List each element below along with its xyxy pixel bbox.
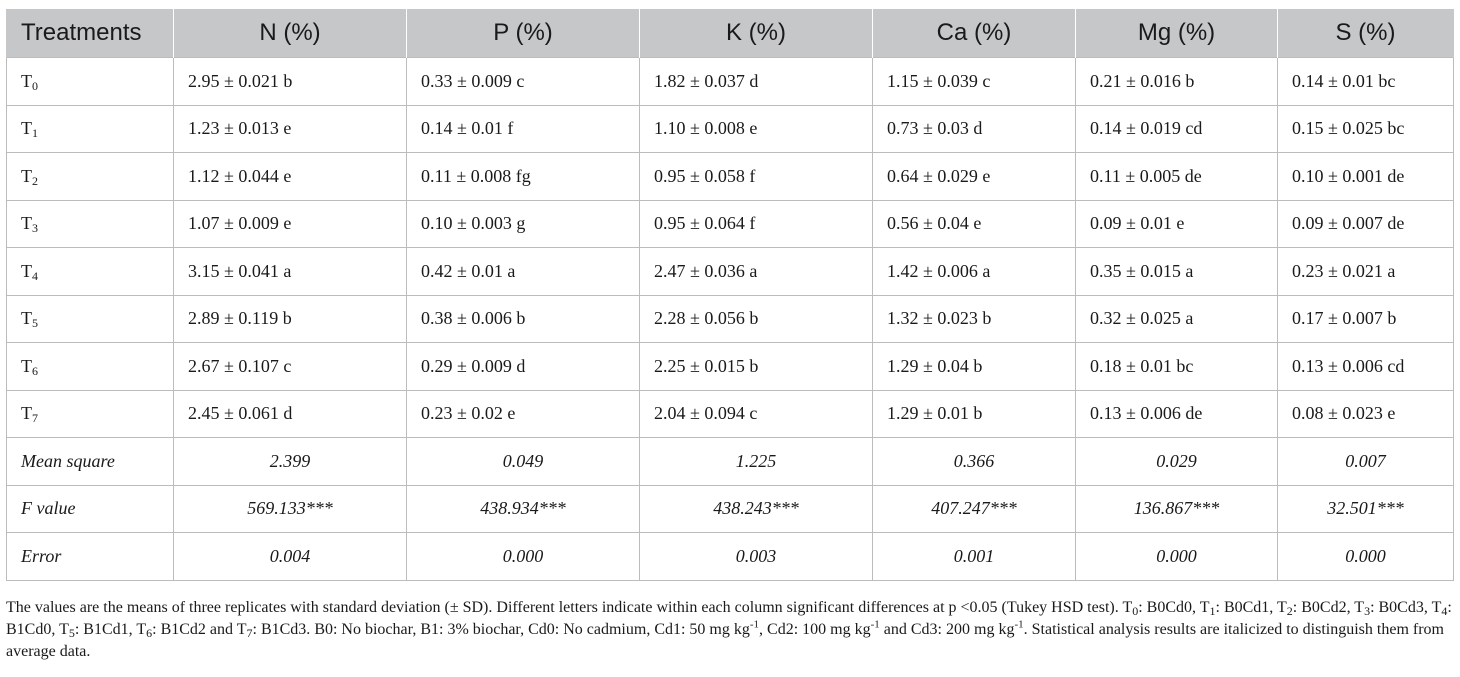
table-row	[7, 295, 1454, 343]
value-cell: 1.23 ± 0.013 e	[174, 105, 407, 153]
treatment-subscript: 0	[32, 78, 38, 93]
stat-value-cell: 2.399	[174, 438, 407, 486]
stat-value-cell: 0.049	[407, 438, 640, 486]
value-cell: 1.32 ± 0.023 b	[873, 295, 1076, 343]
value-cell: 0.95 ± 0.058 f	[640, 153, 873, 201]
value-cell: 1.12 ± 0.044 e	[174, 153, 407, 201]
nutrient-table	[6, 9, 1454, 581]
treatment-label: T	[21, 213, 32, 234]
stat-value-cell: 0.001	[873, 533, 1076, 581]
value-cell: 1.42 ± 0.006 a	[873, 248, 1076, 296]
value-cell: 0.09 ± 0.01 e	[1076, 200, 1278, 248]
treatment-cell	[7, 105, 174, 153]
stat-value-cell: 438.934***	[407, 485, 640, 533]
column-header-n: N (%)	[174, 9, 407, 58]
stat-value-cell: 0.366	[873, 438, 1076, 486]
footnote-text: : B0Cd2,	[1292, 599, 1355, 616]
treatment-label: T	[21, 70, 32, 91]
value-cell: 0.13 ± 0.006 de	[1076, 390, 1278, 438]
treatment-subscript: 3	[32, 221, 38, 236]
value-cell: 0.11 ± 0.008 fg	[407, 153, 640, 201]
footnote-superscript: -1	[749, 618, 760, 631]
stat-label: Mean square	[7, 438, 174, 486]
value-cell: 0.09 ± 0.007 de	[1278, 200, 1454, 248]
value-cell: 3.15 ± 0.041 a	[174, 248, 407, 296]
value-cell: 2.89 ± 0.119 b	[174, 295, 407, 343]
value-cell: 2.28 ± 0.056 b	[640, 295, 873, 343]
value-cell: 0.33 ± 0.009 c	[407, 58, 640, 106]
footnote-treatment: T	[236, 621, 247, 638]
footnote-text: : B1Cd2 and	[152, 621, 237, 638]
footnote-superscript: -1	[870, 618, 880, 631]
value-cell: 2.25 ± 0.015 b	[640, 343, 873, 391]
treatment-label: T	[21, 403, 32, 424]
value-cell: 2.04 ± 0.094 c	[640, 390, 873, 438]
value-cell: 2.67 ± 0.107 c	[174, 343, 407, 391]
treatment-subscript: 7	[32, 411, 38, 426]
stat-value-cell: 569.133***	[174, 485, 407, 533]
footnote-subscript: 2	[1286, 604, 1293, 618]
value-cell: 0.18 ± 0.01 bc	[1076, 343, 1278, 391]
value-cell: 2.95 ± 0.021 b	[174, 58, 407, 106]
stat-value-cell: 0.000	[407, 533, 640, 581]
footnote-text: . Statistical analysis results are italicized to distinguish them from average data.	[6, 621, 1444, 660]
value-cell: 0.11 ± 0.005 de	[1076, 153, 1278, 201]
footnote-text: The values are the means of three replicates with standard deviation (± SD). Different letters indicate within each column significant differences at p <0.05 (Tukey HSD test).	[6, 599, 1123, 616]
footnote-treatment: T	[1122, 599, 1133, 616]
value-cell: 1.07 ± 0.009 e	[174, 200, 407, 248]
stat-value-cell: 0.003	[640, 533, 873, 581]
data-table-container	[6, 9, 1453, 581]
footnote-subscript: 0	[1132, 604, 1139, 618]
footnote-treatment: T	[1199, 599, 1210, 616]
footnote-text: : B0Cd1,	[1215, 599, 1277, 616]
table-row	[7, 153, 1454, 201]
value-cell: 2.45 ± 0.061 d	[174, 390, 407, 438]
value-cell: 0.35 ± 0.015 a	[1076, 248, 1278, 296]
footnote-subscript: 3	[1364, 604, 1371, 618]
footnote-subscript: 6	[146, 626, 153, 640]
column-header-treatments: Treatments	[7, 9, 174, 58]
value-cell: 0.08 ± 0.023 e	[1278, 390, 1454, 438]
value-cell: 1.82 ± 0.037 d	[640, 58, 873, 106]
treatment-cell	[7, 295, 174, 343]
footnote-text: : B1Cd3.	[252, 621, 315, 638]
value-cell: 0.23 ± 0.02 e	[407, 390, 640, 438]
footnote-superscript: -1	[1014, 618, 1024, 631]
value-cell: 1.29 ± 0.04 b	[873, 343, 1076, 391]
treatment-label: T	[21, 118, 32, 139]
treatment-cell	[7, 248, 174, 296]
treatment-cell	[7, 153, 174, 201]
footnote-treatment: T	[1431, 599, 1442, 616]
treatment-subscript: 2	[32, 173, 38, 188]
treatment-cell	[7, 343, 174, 391]
value-cell: 0.21 ± 0.016 b	[1076, 58, 1278, 106]
stat-row	[7, 438, 1454, 486]
stat-value-cell: 32.501***	[1278, 485, 1454, 533]
value-cell: 0.10 ± 0.003 g	[407, 200, 640, 248]
value-cell: 1.10 ± 0.008 e	[640, 105, 873, 153]
value-cell: 1.29 ± 0.01 b	[873, 390, 1076, 438]
column-header-k: K (%)	[640, 9, 873, 58]
footnote-text: : B0Cd0,	[1138, 599, 1200, 616]
stat-value-cell: 438.243***	[640, 485, 873, 533]
treatment-label: T	[21, 260, 32, 281]
footnote-treatment: T	[1354, 599, 1365, 616]
treatment-subscript: 1	[32, 126, 38, 141]
stat-value-cell: 407.247***	[873, 485, 1076, 533]
value-cell: 0.64 ± 0.029 e	[873, 153, 1076, 201]
value-cell: 0.14 ± 0.019 cd	[1076, 105, 1278, 153]
value-cell: 0.42 ± 0.01 a	[407, 248, 640, 296]
stat-row	[7, 533, 1454, 581]
footnote-text: B0: No biochar, B1: 3% biochar, Cd0: No cadmium, Cd1: 50 mg kg	[314, 621, 750, 638]
treatment-cell	[7, 390, 174, 438]
treatment-label: T	[21, 165, 32, 186]
footnote-text: and Cd3: 200 mg kg	[879, 621, 1015, 638]
footnote-text: , Cd2: 100 mg kg	[759, 621, 871, 638]
value-cell: 0.15 ± 0.025 bc	[1278, 105, 1454, 153]
stat-label: F value	[7, 485, 174, 533]
stat-value-cell: 0.000	[1076, 533, 1278, 581]
footnote-subscript: 1	[1209, 604, 1216, 618]
treatment-subscript: 5	[32, 316, 38, 331]
table-body	[7, 58, 1454, 581]
value-cell: 0.23 ± 0.021 a	[1278, 248, 1454, 296]
footnote-subscript: 7	[246, 626, 253, 640]
value-cell: 0.73 ± 0.03 d	[873, 105, 1076, 153]
stat-value-cell: 0.007	[1278, 438, 1454, 486]
stat-value-cell: 1.225	[640, 438, 873, 486]
treatment-label: T	[21, 355, 32, 376]
treatment-subscript: 4	[32, 268, 38, 283]
stat-row	[7, 485, 1454, 533]
stat-label: Error	[7, 533, 174, 581]
treatment-cell	[7, 200, 174, 248]
value-cell: 0.29 ± 0.009 d	[407, 343, 640, 391]
value-cell: 0.14 ± 0.01 bc	[1278, 58, 1454, 106]
table-row	[7, 58, 1454, 106]
column-header-mg: Mg (%)	[1076, 9, 1278, 58]
footnote-treatment: T	[59, 621, 69, 638]
value-cell: 0.56 ± 0.04 e	[873, 200, 1076, 248]
value-cell: 0.13 ± 0.006 cd	[1278, 343, 1454, 391]
table-row	[7, 343, 1454, 391]
value-cell: 0.32 ± 0.025 a	[1076, 295, 1278, 343]
stat-value-cell: 136.867***	[1076, 485, 1278, 533]
footnote-treatment: T	[1277, 599, 1287, 616]
footnote-text: : B0Cd3,	[1370, 599, 1432, 616]
value-cell: 1.15 ± 0.039 c	[873, 58, 1076, 106]
table-header	[7, 9, 1454, 58]
table-footnote	[6, 597, 1456, 663]
stat-value-cell: 0.004	[174, 533, 407, 581]
stat-value-cell: 0.000	[1278, 533, 1454, 581]
treatment-subscript: 6	[32, 363, 38, 378]
stat-value-cell: 0.029	[1076, 438, 1278, 486]
footnote-subscript: 5	[68, 626, 75, 640]
value-cell: 0.17 ± 0.007 b	[1278, 295, 1454, 343]
footnote-treatment: T	[136, 621, 147, 638]
value-cell: 0.38 ± 0.006 b	[407, 295, 640, 343]
table-row	[7, 248, 1454, 296]
value-cell: 0.14 ± 0.01 f	[407, 105, 640, 153]
column-header-ca: Ca (%)	[873, 9, 1076, 58]
value-cell: 0.95 ± 0.064 f	[640, 200, 873, 248]
table-row	[7, 200, 1454, 248]
treatment-cell	[7, 58, 174, 106]
footnote-text: : B1Cd1,	[74, 621, 137, 638]
column-header-p: P (%)	[407, 9, 640, 58]
table-row	[7, 390, 1454, 438]
column-header-s: S (%)	[1278, 9, 1454, 58]
value-cell: 2.47 ± 0.036 a	[640, 248, 873, 296]
footnote-text: : B1Cd0,	[6, 599, 1452, 638]
footnote-subscript: 4	[1441, 604, 1448, 618]
value-cell: 0.10 ± 0.001 de	[1278, 153, 1454, 201]
header-row	[7, 9, 1454, 58]
treatment-label: T	[21, 308, 32, 329]
table-row	[7, 105, 1454, 153]
